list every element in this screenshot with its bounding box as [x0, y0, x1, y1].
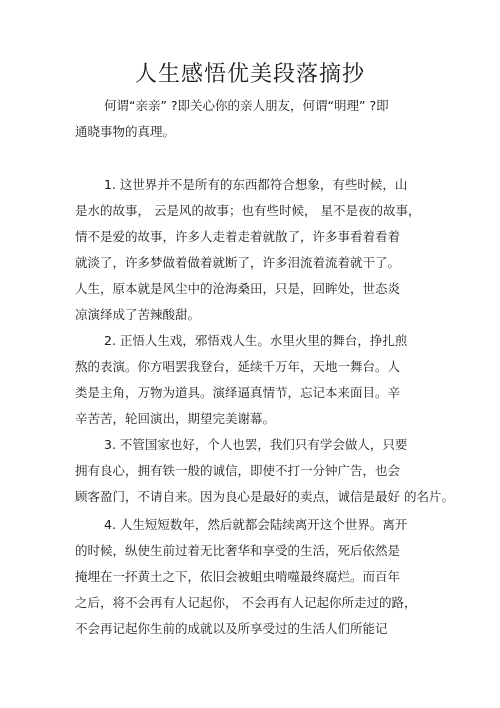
- paragraph-line: 2. 正悟人生戏，邪悟戏人生。水里火里的舞台，挣扎煎: [104, 333, 408, 348]
- paragraph-line: 的时候，纵使生前过着无比奢华和享受的生活，死后依然是: [75, 543, 401, 558]
- paragraph-line: 4. 人生短短数年，然后就都会陆续离开这个世界。离开: [104, 517, 408, 532]
- paragraph-line: 人生，原本就是风尘中的沧海桑田，只是，回眸处，世态炎: [75, 281, 401, 296]
- paragraph-line: 不会再记起你生前的成就以及所享受过的生活人们所能记: [75, 621, 388, 636]
- paragraph-line: 3. 不管国家也好，个人也罢，我们只有学会做人，只要: [104, 437, 408, 452]
- paragraph-line: 何谓“亲亲” ?即关心你的亲人朋友，何谓“明理” ?即: [104, 98, 389, 113]
- paragraph-line: 熬的表演。你方唱罢我登台，延续千万年，天地一舞台。人: [75, 359, 401, 374]
- paragraph-line: 拥有良心，拥有铁一般的诚信，即使不打一分钟广告，也会: [75, 463, 401, 478]
- paragraph-line: 是水的故事， 云是风的故事；也有些时候， 星不是夜的故事，: [75, 203, 421, 218]
- paragraph-line: 顾客盈门，不请自来。因为良心是最好的卖点，诚信是最好 的名片。: [75, 489, 454, 504]
- paragraph-line: 就淡了，许多梦做着做着就断了，许多泪流着流着就干了。: [75, 255, 401, 270]
- paragraph-line: 1. 这世界并不是所有的东西都符合想象，有些时候，山: [104, 177, 408, 192]
- paragraph-line: 掩埋在一抔黄土之下，依旧会被蛆虫啃噬最终腐烂。而百年: [75, 569, 401, 584]
- paragraph-line: 凉演绎成了苦辣酸甜。: [75, 307, 201, 322]
- paragraph-line: 类是主角，万物为道具。演绎逼真情节，忘记本来面目。辛: [75, 385, 401, 400]
- paragraph-line: 情不是爱的故事，许多人走着走着就散了，许多事看着看着: [75, 229, 401, 244]
- paragraph-line: 之后，将不会再有人记起你， 不会再有人记起你所走过的路，: [75, 595, 417, 610]
- document-title: 人生感悟优美段落摘抄: [134, 62, 365, 87]
- paragraph-line: 通晓事物的真理。: [75, 124, 176, 139]
- paragraph-line: 辛苦苦，轮回演出，期望完美谢幕。: [75, 411, 276, 426]
